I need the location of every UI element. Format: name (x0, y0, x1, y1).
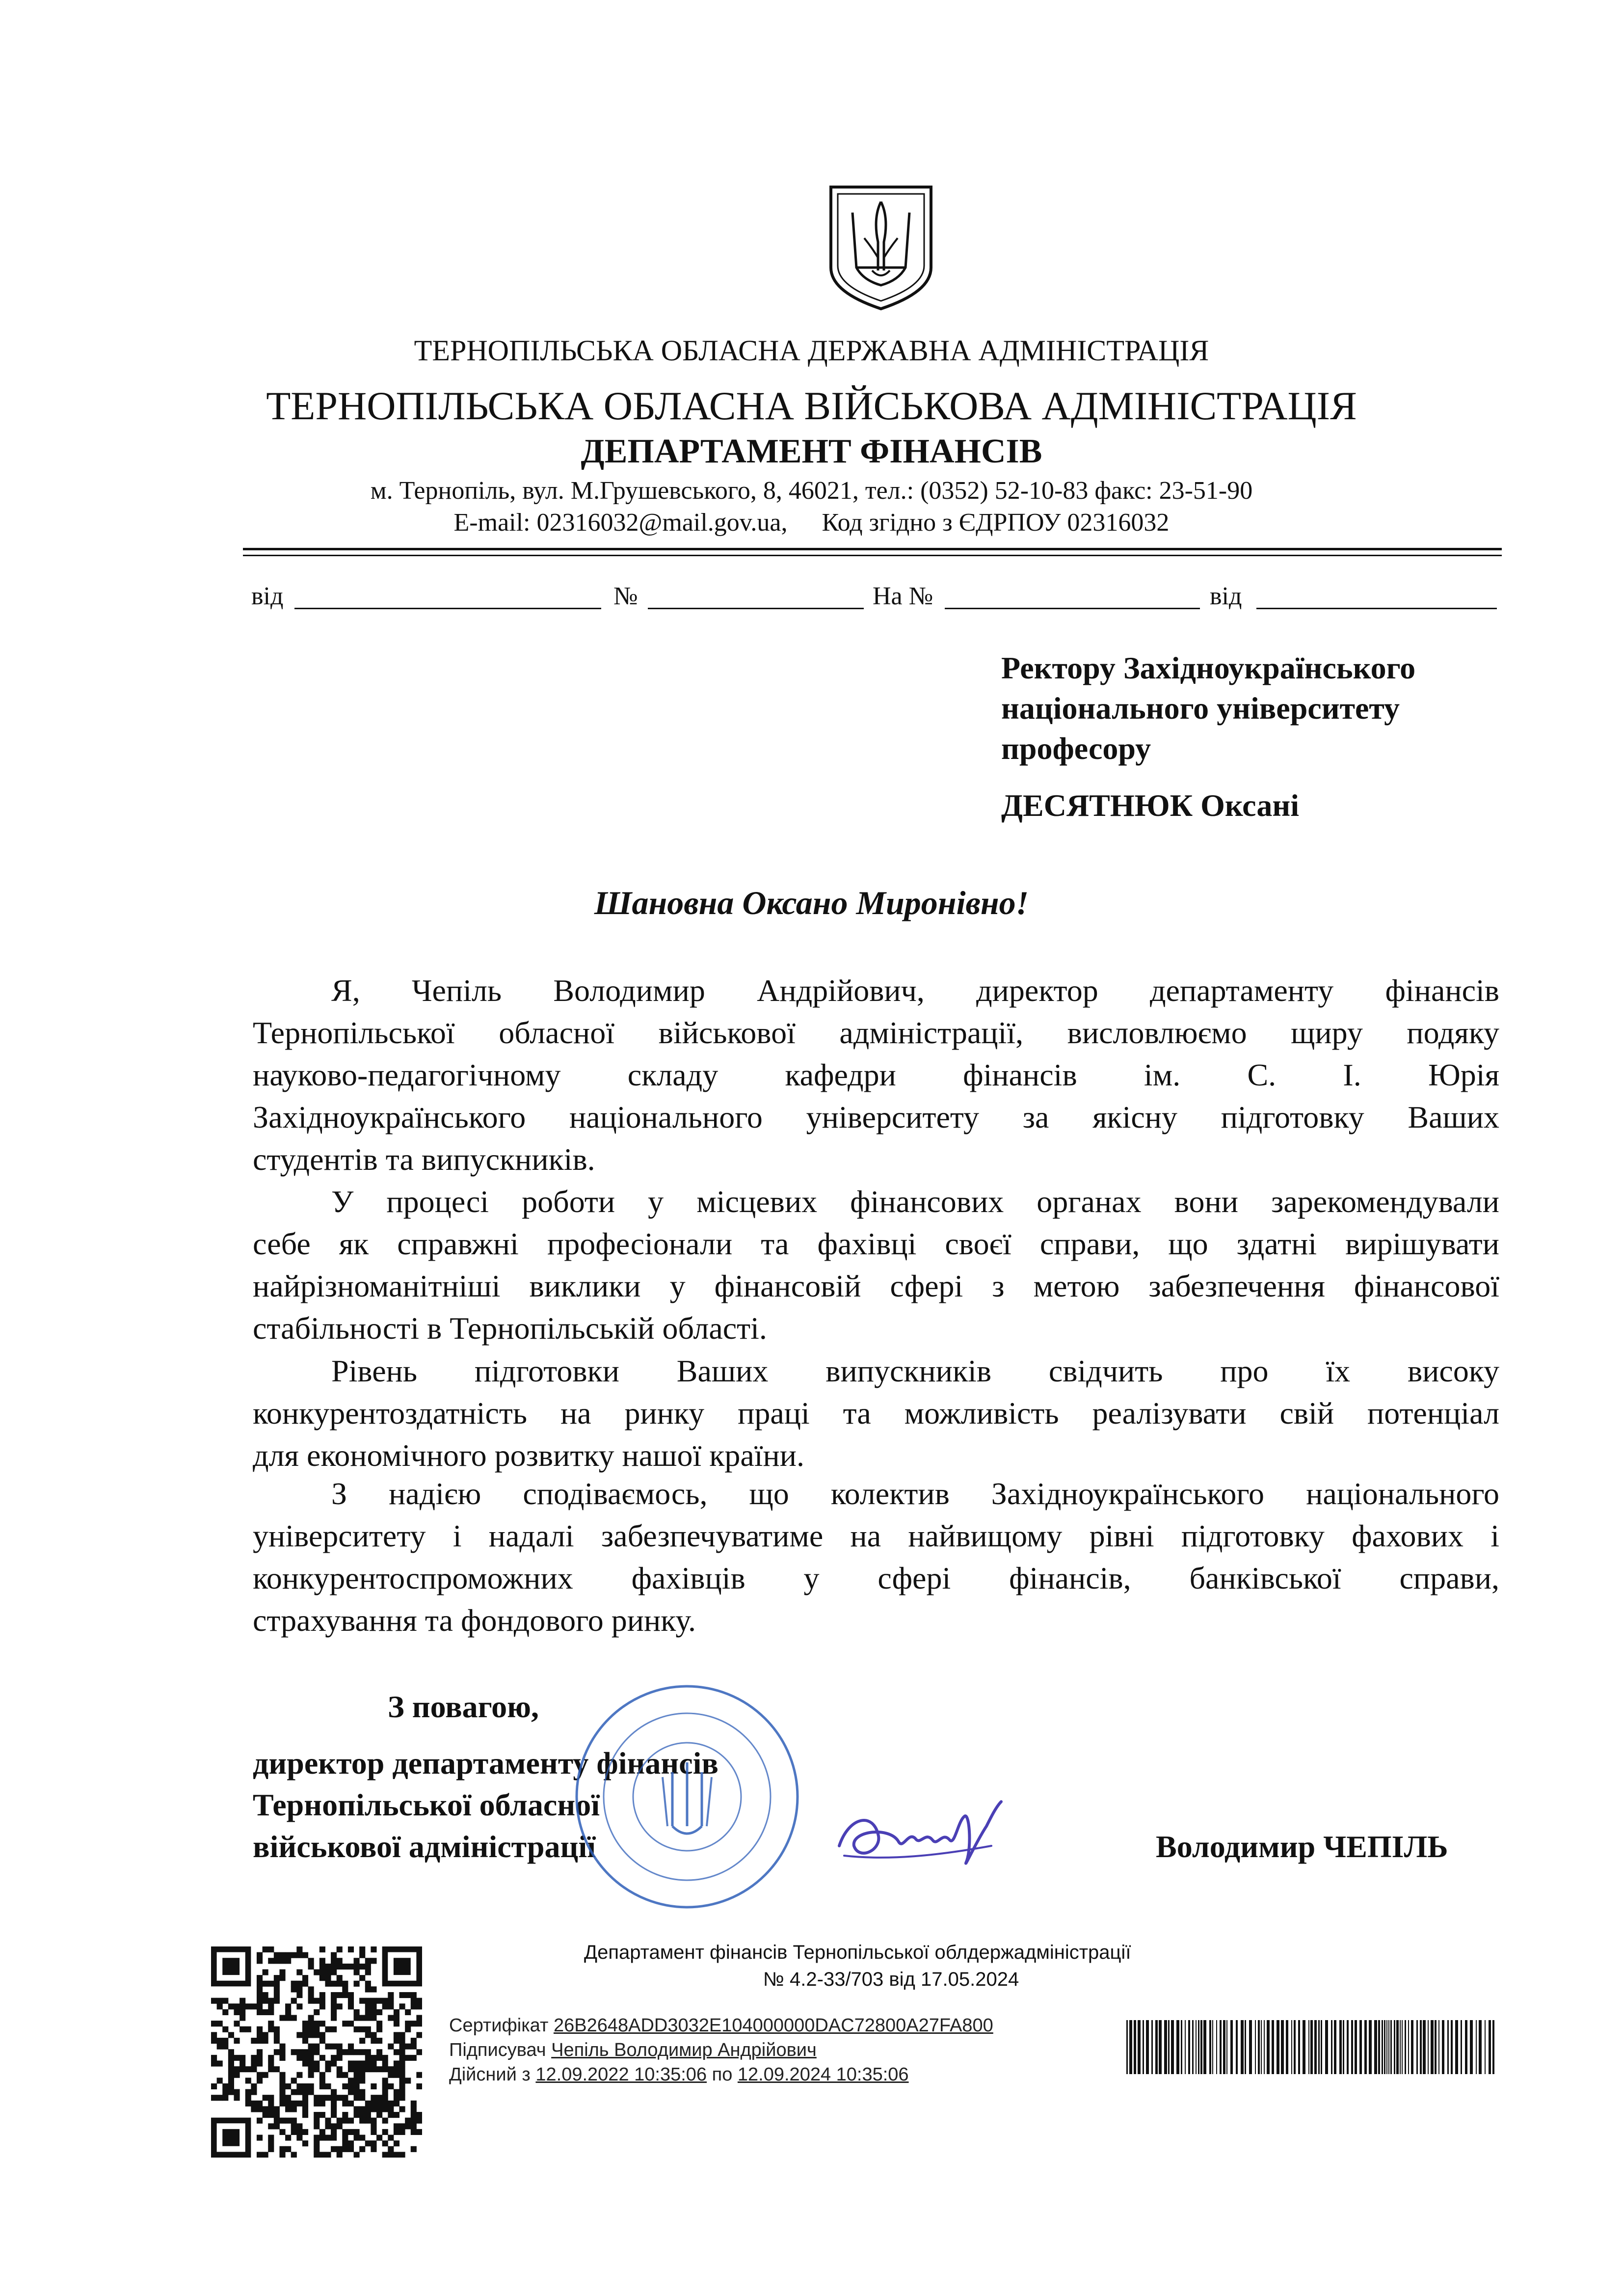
ref-number-blank (648, 608, 864, 609)
body-line: конкурентоздатність на ринку праці та можливість реалізувати свій потенціал (253, 1396, 1499, 1431)
ref-reply-label: На № (873, 582, 933, 610)
header-email-line (0, 508, 1623, 537)
body-line: студентів та випускників. (253, 1142, 595, 1177)
signature-title-1: директор департаменту фінансів (253, 1746, 718, 1781)
body-line: стабільності в Тернопільській області. (253, 1311, 767, 1346)
qr-code (211, 1946, 422, 2158)
body-line: страхування та фондового ринку. (253, 1603, 696, 1638)
body-line: Я, Чепіль Володимир Андрійович, директор департаменту фінансів (331, 973, 1499, 1008)
body-line: для економічного розвитку нашої країни. (253, 1438, 804, 1473)
ref-from2-label: від (1210, 582, 1242, 610)
body-paragraph-1 (253, 970, 1499, 1181)
coat-of-arms-icon (827, 184, 935, 312)
ref-date2-blank (1256, 608, 1497, 609)
body-line: найрізноманітніші виклики у фінансовій сфері з метою забезпечення фінансової (253, 1269, 1499, 1303)
header-divider-top (243, 548, 1502, 550)
addressee-line-3: професору (1001, 731, 1151, 766)
stamp-department: Департамент фінансів Тернопільської облдержадміністрації (584, 1942, 1131, 1963)
body-line: себе як справжні професіонали та фахівці своєї справи, що здатні вирішувати (253, 1226, 1499, 1261)
stamp-valid-label: Дійсний з (449, 2064, 531, 2085)
body-line: університету і надалі забезпечуватиме на найвищому рівні підготовку фахових і (253, 1518, 1499, 1553)
addressee-line-2: національного університету (1001, 691, 1400, 726)
body-line: У процесі роботи у місцевих фінансових органах вони зарекомендували (331, 1184, 1499, 1219)
body-line: конкурентоспроможних фахівців у сфері фінансів, банківської справи, (253, 1561, 1499, 1595)
body-line: З надією сподіваємось, що колектив Західноукраїнського національного (331, 1476, 1499, 1511)
signature-title-3: військової адміністрації (253, 1829, 596, 1864)
stamp-reg-number: № 4.2-33/703 від 17.05.2024 (763, 1969, 1019, 1990)
header-address: м. Тернопіль, вул. М.Грушевського, 8, 46021, тел.: (0352) 52-10-83 факс: 23-51-90 (370, 477, 1253, 505)
ref-from-label: від (251, 582, 284, 610)
header-divider-bottom (243, 555, 1502, 556)
signature-title-2: Тернопільської обласної (253, 1787, 600, 1822)
header-email: E-mail: 02316032@mail.gov.ua, (453, 509, 788, 537)
addressee-name: ДЕСЯТНЮК Оксані (1001, 788, 1299, 823)
ref-date-blank (294, 608, 601, 609)
stamp-signer-value: Чепіль Володимир Андрійович (551, 2040, 817, 2060)
body-paragraph-4 (253, 1473, 1499, 1642)
header-edrpou: Код згідно з ЄДРПОУ 02316032 (822, 509, 1170, 537)
addressee-line-1: Ректору Західноукраїнського (1001, 650, 1416, 685)
header-department: ДЕПАРТАМЕНТ ФІНАНСІВ (581, 432, 1042, 470)
signature-name: Володимир ЧЕПІЛЬ (1156, 1829, 1448, 1864)
stamp-cert-value: 26B2648ADD3032E104000000DAC72800A27FA800 (553, 2015, 993, 2036)
body-line: Рівень підготовки Ваших випускників свідчить про їх високу (331, 1353, 1499, 1388)
body-line: Західноукраїнського національного університету за якісну підготовку Ваших (253, 1100, 1499, 1134)
barcode (1126, 2020, 1499, 2074)
stamp-valid-to-label: по (712, 2064, 733, 2085)
stamp-cert-line (449, 2015, 993, 2036)
header-line-military-administration: ТЕРНОПІЛЬСЬКА ОБЛАСНА ВІЙСЬКОВА АДМІНІСТРАЦІЯ (266, 383, 1357, 428)
stamp-cert-label: Сертифікат (449, 2015, 549, 2036)
ref-reply-blank (945, 608, 1200, 609)
signature-closing: З повагою, (388, 1689, 539, 1724)
body-line: Тернопільської обласної військової адміністрації, висловлюємо щиру подяку (253, 1015, 1499, 1050)
stamp-valid-from: 12.09.2022 10:35:06 (535, 2064, 707, 2085)
handwritten-signature (829, 1787, 1006, 1885)
stamp-signer-line (449, 2040, 817, 2061)
ref-number-label: № (613, 582, 638, 610)
stamp-valid-line (449, 2064, 909, 2085)
body-line: науково-педагогічному складу кафедри фінансів ім. С. І. Юрія (253, 1057, 1499, 1092)
stamp-valid-to: 12.09.2024 10:35:06 (737, 2064, 909, 2085)
header-line-state-administration: ТЕРНОПІЛЬСЬКА ОБЛАСНА ДЕРЖАВНА АДМІНІСТРАЦІЯ (414, 334, 1209, 367)
body-paragraph-3 (253, 1350, 1499, 1477)
official-seal-stamp (569, 1679, 805, 1915)
body-paragraph-2 (253, 1181, 1499, 1350)
salutation: Шановна Оксано Миронівно! (594, 884, 1029, 921)
stamp-signer-label: Підписувач (449, 2040, 546, 2060)
